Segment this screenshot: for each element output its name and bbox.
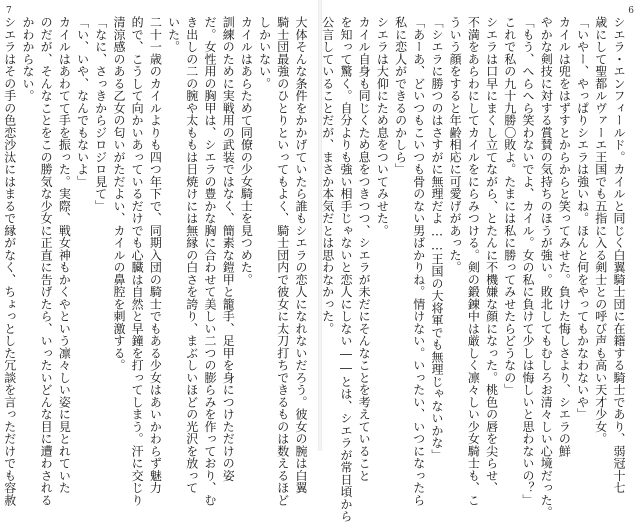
page-right-text xyxy=(320,16,628,522)
text-line: ういう顔をすると年齢相応に可愛げがあった。 xyxy=(448,16,463,274)
page-left xyxy=(0,0,318,506)
text-line: 不満をあらわにしてカイルをにらみつける。剣の鍛錬中は厳しく凛々しい少女騎士も、こ xyxy=(466,16,481,506)
text-line: カイルはあらためて同僚の少女騎士を見つめた。 xyxy=(239,16,254,286)
text-line: カイル自身も同じくため息をつきつつ、シエラが未だにそんなことを考えていること xyxy=(357,16,372,482)
page-number-right: 6 xyxy=(628,6,634,16)
text-line: 公言していることだが、まさか本気だとは思わなかった。 xyxy=(320,16,335,335)
text-line: 「シエラに勝つのはさすがに無理だよ……王国の大将軍でも無理じゃないかな」 xyxy=(429,16,444,461)
text-line: のだが、そんなことをこの勝気な少女に正直に告げたら、いったいどんな目に遭わされる xyxy=(39,16,54,506)
text-line: 私に恋人ができるのかしら」 xyxy=(393,16,408,176)
text-line: シエラは口早にまくし立てながら、とたんに不機嫌な顔になった。桃色の唇を尖らせ、 xyxy=(484,16,499,494)
text-line: シエラ・エンフィールド。カイルと同じく白翼騎士団に在籍する騎士であり、弱冠十七 xyxy=(612,16,626,494)
text-line: 「もう、へらへら笑わないでよ、カイル。女の私に負けて少しは悔しいと思わないの？」 xyxy=(520,16,535,506)
text-line: 騎士団最強のひとりといってもよく、騎士団内で彼女に太刀打ちできるものは数えるほど xyxy=(275,16,290,506)
text-line: だ。女性用の胸甲は、シエラの豊かな胸に合わせて美しい二つの膨らみを作っており、む xyxy=(202,16,217,506)
text-line: いた。 xyxy=(166,16,181,53)
text-line: しかいない。 xyxy=(257,16,272,90)
text-line: 的で、こうして向かいあっているだけでも心臓は自然と早鐘を打ってしまう。汗に交じり xyxy=(130,16,145,506)
page-number-left: 7 xyxy=(6,6,12,16)
text-line: 「いやー、やっぱりシエラは強いね。ほんと何をやってもかなわないや」 xyxy=(575,16,590,421)
text-line: 「なに、さっきからジロジロ見て」 xyxy=(93,16,108,212)
text-line: 二十一歳のカイルよりも四つ年下で、同期入団の騎士でもある少女はあいかわらず魅力 xyxy=(148,16,163,494)
text-line: を知って驚く。自分よりも強い相手じゃないと恋人にしない――とは、シエラが常日頃から xyxy=(338,16,353,522)
text-line: 「あーあ、どいつもこいつも骨のない男ばかりね。情けない。いったい、いつになったら xyxy=(411,16,426,506)
text-line: かわからない。 xyxy=(20,16,35,102)
text-line: シエラはその手の色恋沙汰にはまるで縁がなく、ちょっとした冗談を言っただけでも容赦 xyxy=(2,16,17,506)
text-line: 清涼感のある乙女の匂いがただよい、カイルの鼻腔を刺激する。 xyxy=(111,16,126,372)
text-line: カイルはあわてて手を振った。実際、戦女神もかくやという凛々しい姿に見とれていた xyxy=(57,16,72,494)
text-line: これで私の九十九勝〇敗よ。たまには私に勝ってみせたらどうなの」 xyxy=(502,16,517,396)
text-line: 訓練のために実戦用の武装ではなく、簡素な鎧甲と籠手、足甲を身につけただけの姿 xyxy=(221,16,236,482)
text-line: 大体そんな条件をかかげていたら誰もシエラの恋人になれないだろう。彼女の腕は白翼 xyxy=(294,16,308,494)
text-line: シエラは大仰にため息をついてみせた。 xyxy=(375,16,390,237)
text-line: 「い、いや、なんでもないよ」 xyxy=(75,16,90,188)
page-left-text xyxy=(2,16,310,506)
text-line: カイルは兜をはずすとからからと笑ってみせた。負けた悔しさより、シエラの鮮 xyxy=(557,16,572,457)
text-line: き出しの二の腕や太ももは日焼けには無縁の白さを誇り、まぶしいほどの光沢を放って xyxy=(184,16,199,494)
text-line: 歳にして聖都ルヴァーエ王国でも五指に入る剣士との呼び声も高い天才少女。 xyxy=(593,16,608,445)
page-right xyxy=(320,0,640,522)
text-line: やかな剣技に対する賞賛の気持ちのほうが強い。敗北してもむしろお清々しい心境だった。 xyxy=(539,16,554,519)
